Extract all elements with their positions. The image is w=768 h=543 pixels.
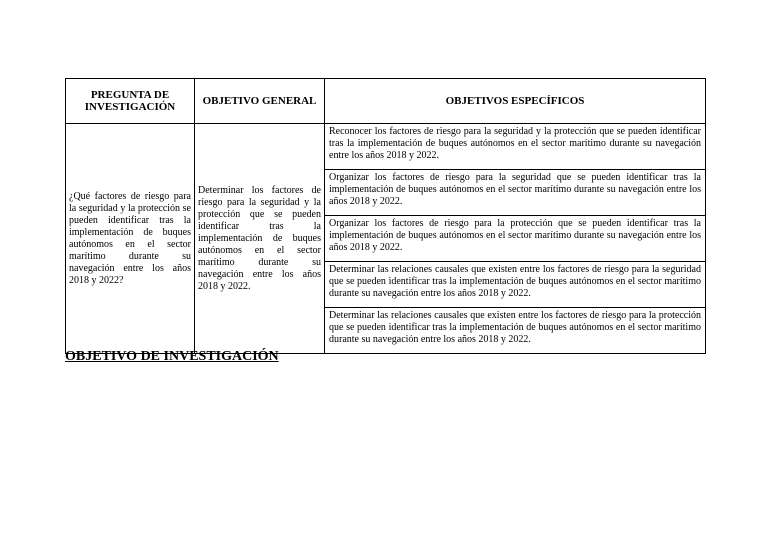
table-row	[66, 124, 706, 170]
research-matrix-table	[65, 78, 706, 354]
section-title: OBJETIVO DE INVESTIGACIÓN	[65, 349, 279, 364]
specific-objective-cell: Determinar las relaciones causales que existen entre los factores de riesgo para la protección que se pueden identificar tras la implementación de buques autónomos en el sector marítimo durante su navegación entre los años 2018 y 2022.	[325, 308, 706, 354]
header-question: PREGUNTA DE INVESTIGACIÓN	[66, 79, 195, 124]
specific-objective-cell: Organizar los factores de riesgo para la seguridad que se pueden identificar tras la implementación de buques autónomos en el sector marítimo durante su navegación entre los años 2018 y 2022.	[325, 170, 706, 216]
table-header-row	[66, 79, 706, 124]
specific-objective-cell: Reconocer los factores de riesgo para la seguridad y la protección que se pueden identificar tras la implementación de buques autónomos en el sector marítimo durante su navegación entre los años 2018 y 2022.	[325, 124, 706, 170]
general-objective-cell: Determinar los factores de riesgo para la seguridad y la protección que se pueden identificar tras la implementación de buques autónomos en el sector marítimo durante su navegación entre los años 2018 y 2022.	[195, 124, 325, 354]
header-general-objective: OBJETIVO GENERAL	[195, 79, 325, 124]
header-specific-objectives: OBJETIVOS ESPECÍFICOS	[325, 79, 706, 124]
specific-objective-cell: Organizar los factores de riesgo para la protección que se pueden identificar tras la implementación de buques autónomos en el sector marítimo durante su navegación entre los años 2018 y 2022.	[325, 216, 706, 262]
specific-objective-cell: Determinar las relaciones causales que existen entre los factores de riesgo para la seguridad que se pueden identificar tras la implementación de buques autónomos en el sector marítimo durante su navegación entre los años 2018 y 2022.	[325, 262, 706, 308]
research-question-cell: ¿Qué factores de riesgo para la seguridad y la protección se pueden identificar tras la implementación de buques autónomos en el sector marítimo durante su navegación entre los años 2018 y 2022?	[66, 124, 195, 354]
